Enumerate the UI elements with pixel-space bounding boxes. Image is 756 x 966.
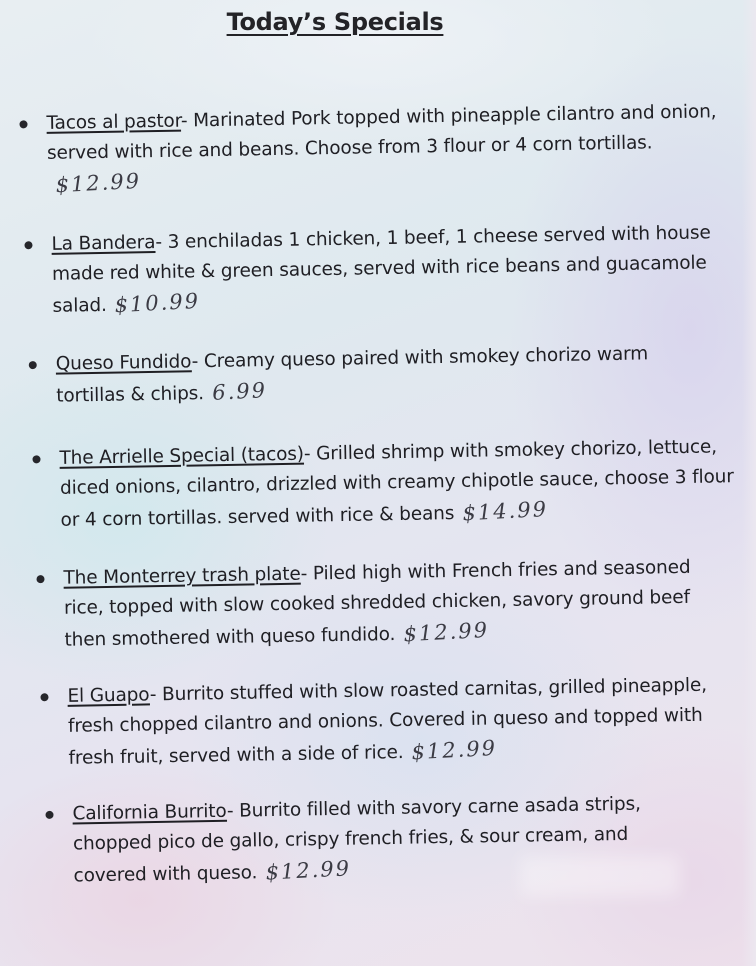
item-price: $14.99 xyxy=(461,496,549,526)
item-price: $12.99 xyxy=(54,168,142,198)
bullet-icon xyxy=(19,120,27,128)
item-name: Queso Fundido xyxy=(55,351,192,375)
paper-edge xyxy=(742,0,756,966)
bullet-icon xyxy=(36,575,44,583)
item-price: 6.99 xyxy=(211,378,268,405)
item-description: - Grilled shrimp with smokey chorizo, lettuce, diced onions, cilantro, drizzled with creamy chipotle sauce, choose 3 flour or 4 corn tortillas. served with rice & beans xyxy=(59,436,734,531)
item-description: - 3 enchiladas 1 chicken, 1 beef, 1 cheese served with house made red white & green sauces, served with rice beans and guacamole salad. xyxy=(51,222,711,317)
item-name: La Bandera xyxy=(51,232,156,255)
list-item xyxy=(46,97,728,201)
item-name: The Arrielle Special (tacos) xyxy=(59,443,305,469)
item-name: Tacos al pastor xyxy=(46,110,182,134)
list-item xyxy=(59,432,741,536)
item-price: $10.99 xyxy=(114,288,201,318)
item-price: $12.99 xyxy=(264,856,352,885)
bullet-icon xyxy=(29,361,37,369)
item-price: $12.99 xyxy=(402,617,490,647)
bullet-icon xyxy=(40,693,48,701)
bullet-icon xyxy=(32,455,40,463)
item-description: - Burrito stuffed with slow roasted carnitas, grilled pineapple, fresh chopped cilantro and onions. Covered in queso and topped with fresh fruit, served with a side of rice. xyxy=(67,674,708,769)
bullet-icon xyxy=(45,811,53,819)
item-name: The Monterrey trash plate xyxy=(63,563,301,589)
item-name: California Burrito xyxy=(72,800,228,825)
item-price: $12.99 xyxy=(410,735,498,765)
item-description: - Creamy queso paired with smokey chorizo warm tortillas & chips. xyxy=(56,343,649,407)
list-item xyxy=(56,338,707,411)
page-title: Today’s Specials xyxy=(226,8,444,36)
glare-reflection xyxy=(520,856,680,896)
item-description: - Piled high with French fries and seasoned rice, topped with slow cooked shredded chicken, savory ground beef then smothered with queso fundido. xyxy=(63,556,691,651)
list-item xyxy=(63,552,725,656)
item-description: - Marinated Pork topped with pineapple cilantro and onion, served with rice and beans. Choose from 3 flour or 4 corn tortillas. xyxy=(46,101,717,164)
list-item xyxy=(51,218,723,322)
list-item xyxy=(67,670,739,774)
bullet-icon xyxy=(24,241,32,249)
item-description: - Burrito filled with savory carne asada strips, chopped pico de gallo, crispy french fries, & sour cream, and covered with queso. xyxy=(72,793,641,887)
item-name: El Guapo xyxy=(67,684,150,707)
